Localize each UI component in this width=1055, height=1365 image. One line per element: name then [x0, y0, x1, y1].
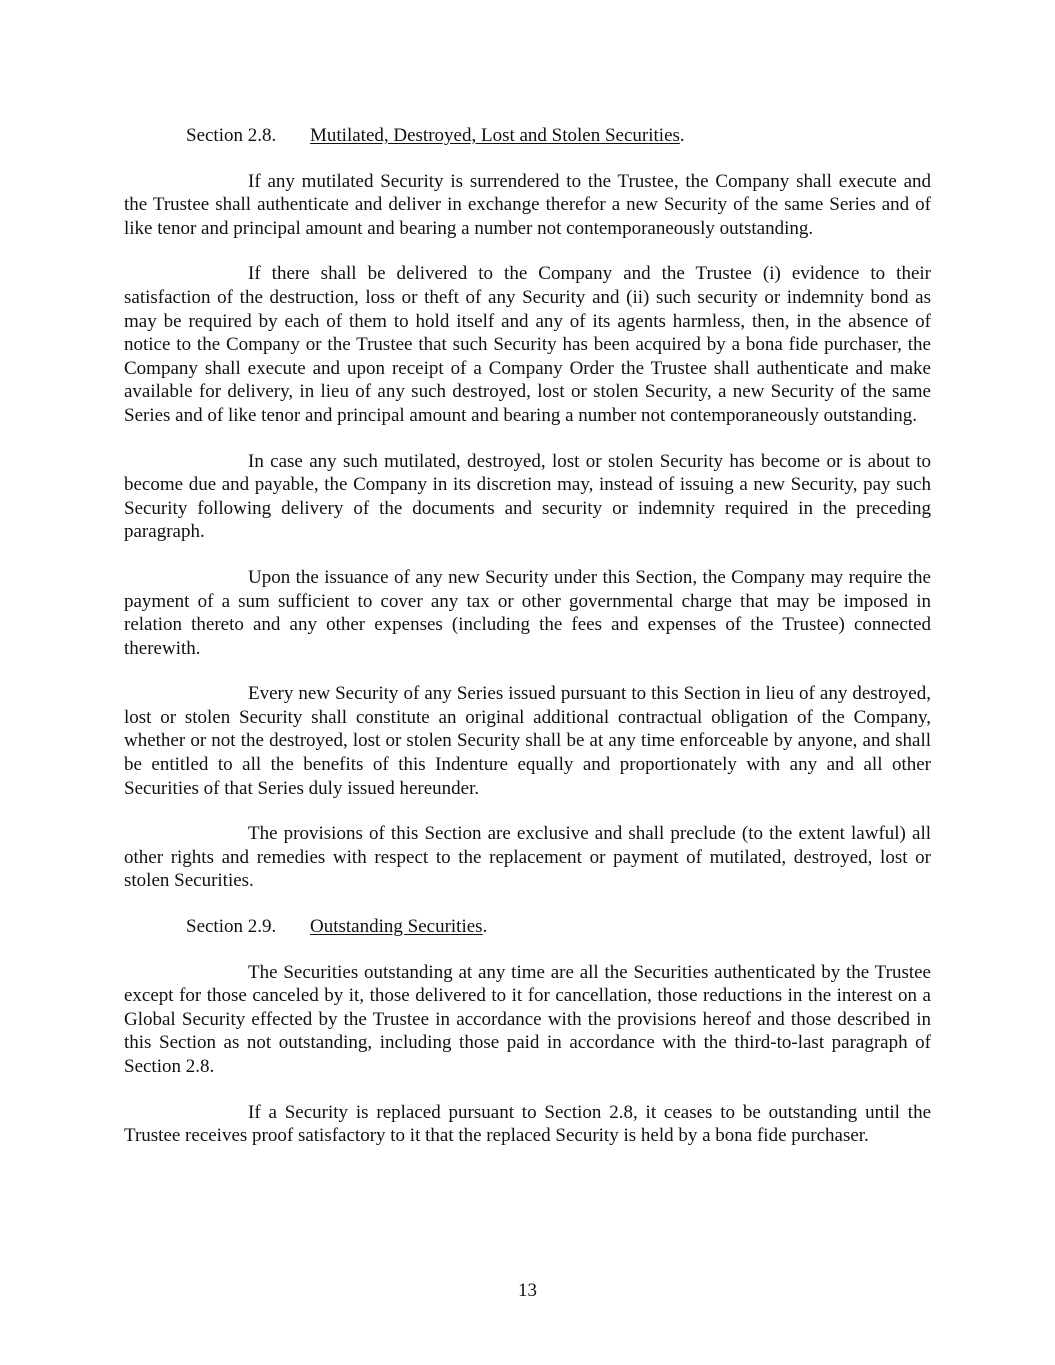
section-number: Section 2.9.	[186, 916, 277, 938]
section-title: Mutilated, Destroyed, Lost and Stolen Securities	[310, 125, 680, 146]
section-2-8-heading	[186, 124, 931, 148]
paragraph: The provisions of this Section are exclusive and shall preclude (to the extent lawful) all other rights and remedies with respect to the replacement or payment of mutilated, destroyed, lost or stolen Securities.	[124, 823, 931, 892]
paragraph: If any mutilated Security is surrendered to the Trustee, the Company shall execute and the Trustee shall authenticate and deliver in exchange therefor a new Security of the same Series and of like tenor and principal amount and bearing a number not contemporaneously outstanding.	[124, 170, 931, 239]
document-page	[124, 124, 931, 1170]
section-2-9-heading	[186, 915, 931, 939]
paragraph: Every new Security of any Series issued pursuant to this Section in lieu of any destroyed, lost or stolen Security shall constitute an original additional contractual obligation of the Company, whether or not the destroyed, lost or stolen Security shall be at any time enforceable by anyone, and shall be entitled to all the benefits of this Indenture equally and proportionately with any and all other Securities of that Series duly issued hereunder.	[124, 683, 931, 799]
page-number: 13	[518, 1280, 537, 1301]
paragraph: If a Security is replaced pursuant to Section 2.8, it ceases to be outstanding until the Trustee receives proof satisfactory to it that the replaced Security is held by a bona fide purchaser.	[124, 1101, 931, 1147]
paragraph: In case any such mutilated, destroyed, lost or stolen Security has become or is about to become due and payable, the Company in its discretion may, instead of issuing a new Security, pay such Security following delivery of the documents and security or indemnity required in the preceding paragraph.	[124, 450, 931, 543]
section-title: Outstanding Securities	[310, 916, 483, 938]
section-title-period: .	[679, 125, 685, 146]
paragraph: Upon the issuance of any new Security under this Section, the Company may require the payment of a sum sufficient to cover any tax or other governmental charge that may be imposed in relation thereto and any other expenses (including the fees and expenses of the Trustee) connected therewith.	[124, 566, 931, 659]
section-number: Section 2.8.	[186, 125, 277, 146]
section-title-period: .	[482, 916, 488, 938]
paragraph: If there shall be delivered to the Company and the Trustee (i) evidence to their satisfaction of the destruction, loss or theft of any Security and (ii) such security or indemnity bond as may be required by each of them to hold itself and any of its agents harmless, then, in the absence of notice to the Company or the Trustee that such Security has been acquired by a bona fide purchaser, the Company shall execute and upon receipt of a Company Order the Trustee shall authenticate and make available for delivery, in lieu of any such destroyed, lost or stolen Security, a new Security of the same Series and of like tenor and principal amount and bearing a number not contemporaneously outstanding.	[124, 263, 931, 426]
paragraph: The Securities outstanding at any time are all the Securities authenticated by the Trustee except for those canceled by it, those delivered to it for cancellation, those reductions in the interest on a Global Security effected by the Trustee in accordance with the provisions hereof and those described in this Section as not outstanding, including those paid in accordance with the third-to-last paragraph of Section 2.8.	[124, 961, 931, 1077]
